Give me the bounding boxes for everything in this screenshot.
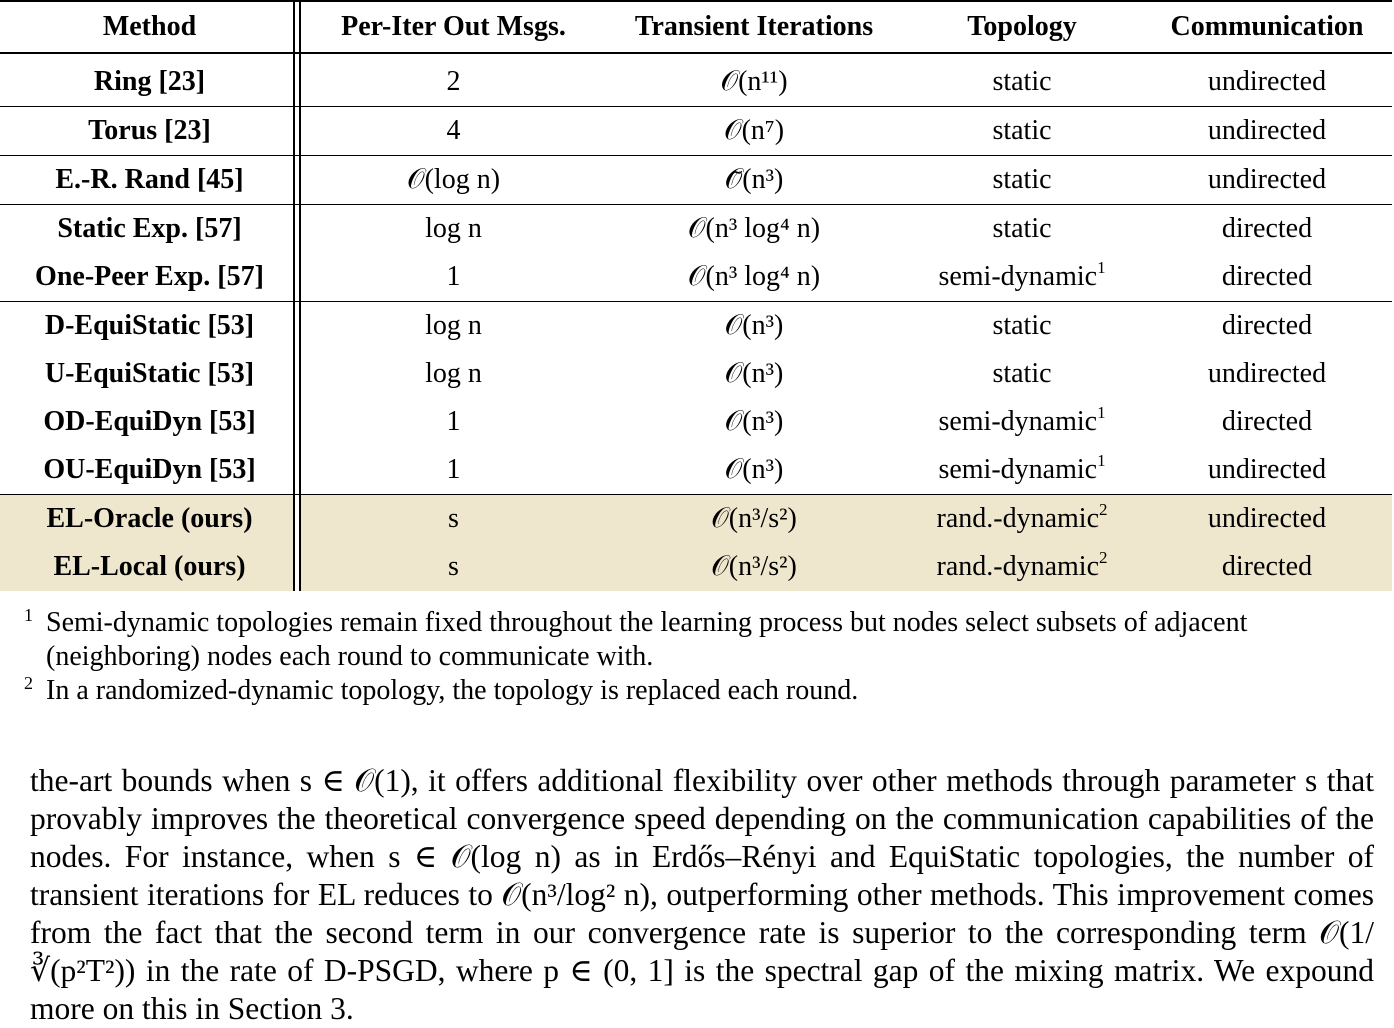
msgs-cell	[300, 58, 606, 107]
communication-cell-text: undirected	[1207, 454, 1327, 485]
communication-cell-text: undirected	[1207, 503, 1327, 534]
table-row	[0, 58, 1392, 107]
table-body	[0, 58, 1392, 591]
msgs-cell-text: 1	[446, 261, 461, 292]
msgs-cell-text: 1	[446, 454, 461, 485]
transient-cell	[606, 446, 902, 495]
msgs-cell	[300, 205, 606, 254]
msgs-cell-text: 𝒪(log n)	[406, 164, 501, 195]
table-row	[0, 253, 1392, 302]
msgs-cell	[300, 446, 606, 495]
communication-cell	[1142, 350, 1392, 398]
method-cell-text: Static Exp. [57]	[57, 213, 242, 244]
method-cell	[0, 302, 300, 351]
footnote-text: Semi-dynamic topologies remain fixed throughout the learning process but nodes select subsets of adjacent	[46, 607, 1248, 638]
msgs-cell-text: s	[448, 551, 459, 582]
communication-cell	[1142, 107, 1392, 156]
method-cell-text: OD-EquiDyn [53]	[43, 406, 256, 437]
footnote-1	[24, 606, 1394, 674]
msgs-cell	[300, 398, 606, 446]
footnote-mark: 2	[24, 673, 33, 693]
topology-cell	[902, 205, 1142, 254]
msgs-cell-text: s	[448, 503, 459, 534]
method-cell-text: OU-EquiDyn [53]	[43, 454, 256, 485]
table-row	[0, 495, 1392, 544]
footnote-mark: 1	[24, 605, 33, 625]
msgs-cell-text: log n	[425, 213, 482, 244]
method-cell	[0, 253, 300, 302]
topology-cell	[902, 495, 1142, 544]
msgs-cell	[300, 350, 606, 398]
transient-cell	[606, 156, 902, 205]
method-cell-text: U-EquiStatic [53]	[44, 358, 255, 389]
msgs-cell-text: 2	[446, 66, 461, 97]
communication-cell	[1142, 156, 1392, 205]
transient-cell	[606, 205, 902, 254]
footnote-text: In a randomized-dynamic topology, the topology is replaced each round.	[46, 675, 859, 706]
communication-cell	[1142, 253, 1392, 302]
header-communication: Communication	[1170, 11, 1364, 42]
table-row	[0, 543, 1392, 591]
topology-cell	[902, 253, 1142, 302]
transient-cell	[606, 350, 902, 398]
footnote-ref: 2	[1099, 500, 1108, 519]
table-row	[0, 156, 1392, 205]
table-row	[0, 446, 1392, 495]
topology-cell-text: semi-dynamic	[938, 406, 1098, 437]
body-paragraph	[30, 762, 1374, 1028]
topology-cell	[902, 543, 1142, 591]
topology-cell-text: semi-dynamic	[938, 261, 1098, 292]
topology-cell-text: static	[992, 310, 1052, 341]
communication-cell-text: directed	[1221, 213, 1313, 244]
topology-cell-text: semi-dynamic	[938, 454, 1098, 485]
footnote-ref: 2	[1099, 548, 1108, 567]
transient-cell-text: 𝒪(n³/s²)	[711, 551, 797, 582]
transient-cell	[606, 543, 902, 591]
table-row	[0, 350, 1392, 398]
method-cell-text: Torus [23]	[88, 115, 211, 146]
footnote-text: (neighboring) nodes each round to communicate with.	[46, 641, 654, 672]
method-cell-text: D-EquiStatic [53]	[44, 310, 255, 341]
transient-cell	[606, 302, 902, 351]
communication-cell-text: undirected	[1207, 66, 1327, 97]
msgs-cell	[300, 495, 606, 544]
topology-cell-text: rand.-dynamic	[936, 551, 1099, 582]
transient-cell	[606, 58, 902, 107]
topology-cell	[902, 156, 1142, 205]
transient-cell	[606, 107, 902, 156]
msgs-cell-text: 4	[446, 115, 461, 146]
msgs-cell	[300, 107, 606, 156]
footnote-2	[24, 674, 1394, 708]
table-row	[0, 205, 1392, 254]
topology-cell-text: static	[992, 213, 1052, 244]
method-cell	[0, 495, 300, 544]
method-cell-text: One-Peer Exp. [57]	[35, 261, 264, 292]
communication-cell	[1142, 495, 1392, 544]
header-transient: Transient Iterations	[634, 11, 874, 42]
topology-cell-text: rand.-dynamic	[936, 503, 1099, 534]
topology-cell	[902, 398, 1142, 446]
communication-cell	[1142, 543, 1392, 591]
topology-cell-text: static	[992, 164, 1052, 195]
communication-cell	[1142, 398, 1392, 446]
footnote-ref: 1	[1097, 451, 1106, 470]
method-cell	[0, 58, 300, 107]
table-row	[0, 107, 1392, 156]
msgs-cell	[300, 253, 606, 302]
topology-cell-text: static	[992, 358, 1052, 389]
method-cell-text: EL-Oracle (ours)	[46, 503, 253, 534]
method-cell	[0, 398, 300, 446]
method-cell-text: EL-Local (ours)	[53, 551, 246, 582]
topology-cell-text: static	[992, 66, 1052, 97]
topology-cell	[902, 58, 1142, 107]
table-footnotes	[24, 606, 1394, 708]
msgs-cell	[300, 543, 606, 591]
transient-cell-text: 𝒪(n³)	[724, 310, 784, 341]
communication-cell-text: undirected	[1207, 358, 1327, 389]
topology-cell	[902, 350, 1142, 398]
communication-cell-text: undirected	[1207, 164, 1327, 195]
method-cell	[0, 156, 300, 205]
msgs-cell-text: 1	[446, 406, 461, 437]
transient-cell-text: 𝒪(n³ log⁴ n)	[687, 213, 821, 244]
communication-cell-text: directed	[1221, 310, 1313, 341]
topology-cell	[902, 107, 1142, 156]
paragraph-text: the-art bounds when s ∈ 𝒪(1), it offers additional flexibility over other methods through parameter s that provably improves the theoretical convergence speed depending on the communication capabilities of the nodes. For instance, when s ∈ 𝒪(log n) as in Erdős–Rényi and EquiStatic topologies, the number of transient iterations for EL reduces to 𝒪(n³/log² n), outperforming other methods. This improvement comes from the fact that the second term in our convergence rate is superior to the corresponding term 𝒪(1/∛(p²T²)) in the rate of D-PSGD, where p ∈ (0, 1] is the spectral gap of the mixing matrix. We expound more on this in Section 3.	[30, 763, 1374, 1026]
table-row	[0, 398, 1392, 446]
msgs-cell	[300, 156, 606, 205]
method-cell	[0, 446, 300, 495]
method-cell-text: E.-R. Rand [45]	[55, 164, 244, 195]
transient-cell-text: 𝒪(n³/s²)	[711, 503, 797, 534]
communication-cell	[1142, 58, 1392, 107]
transient-cell-text: 𝒪̃(n³)	[724, 164, 784, 195]
topology-cell-text: static	[992, 115, 1052, 146]
msgs-cell-text: log n	[425, 310, 482, 341]
transient-cell-text: 𝒪(n³)	[724, 358, 784, 389]
transient-cell-text: 𝒪(n⁷)	[723, 115, 785, 146]
transient-cell-text: 𝒪(n³)	[724, 406, 784, 437]
method-cell	[0, 543, 300, 591]
communication-cell	[1142, 446, 1392, 495]
transient-cell	[606, 495, 902, 544]
header-topology: Topology	[967, 11, 1077, 42]
communication-cell	[1142, 302, 1392, 351]
header-msgs: Per-Iter Out Msgs.	[341, 11, 566, 42]
table-row	[0, 302, 1392, 351]
msgs-cell-text: log n	[425, 358, 482, 389]
transient-cell-text: 𝒪(n¹¹)	[720, 66, 788, 97]
method-cell	[0, 107, 300, 156]
method-cell	[0, 205, 300, 254]
footnote-ref: 1	[1097, 258, 1106, 277]
table-header-row	[0, 1, 1392, 53]
transient-cell	[606, 253, 902, 302]
transient-cell-text: 𝒪(n³ log⁴ n)	[687, 261, 821, 292]
footnote-ref: 1	[1097, 403, 1106, 422]
communication-cell-text: undirected	[1207, 115, 1327, 146]
communication-cell-text: directed	[1221, 406, 1313, 437]
method-cell-text: Ring [23]	[93, 66, 206, 97]
msgs-cell	[300, 302, 606, 351]
topology-cell	[902, 446, 1142, 495]
header-method: Method	[0, 1, 300, 53]
communication-cell-text: directed	[1221, 261, 1313, 292]
transient-cell-text: 𝒪(n³)	[724, 454, 784, 485]
communication-cell	[1142, 205, 1392, 254]
communication-cell-text: directed	[1221, 551, 1313, 582]
transient-cell	[606, 398, 902, 446]
method-cell	[0, 350, 300, 398]
topology-cell	[902, 302, 1142, 351]
